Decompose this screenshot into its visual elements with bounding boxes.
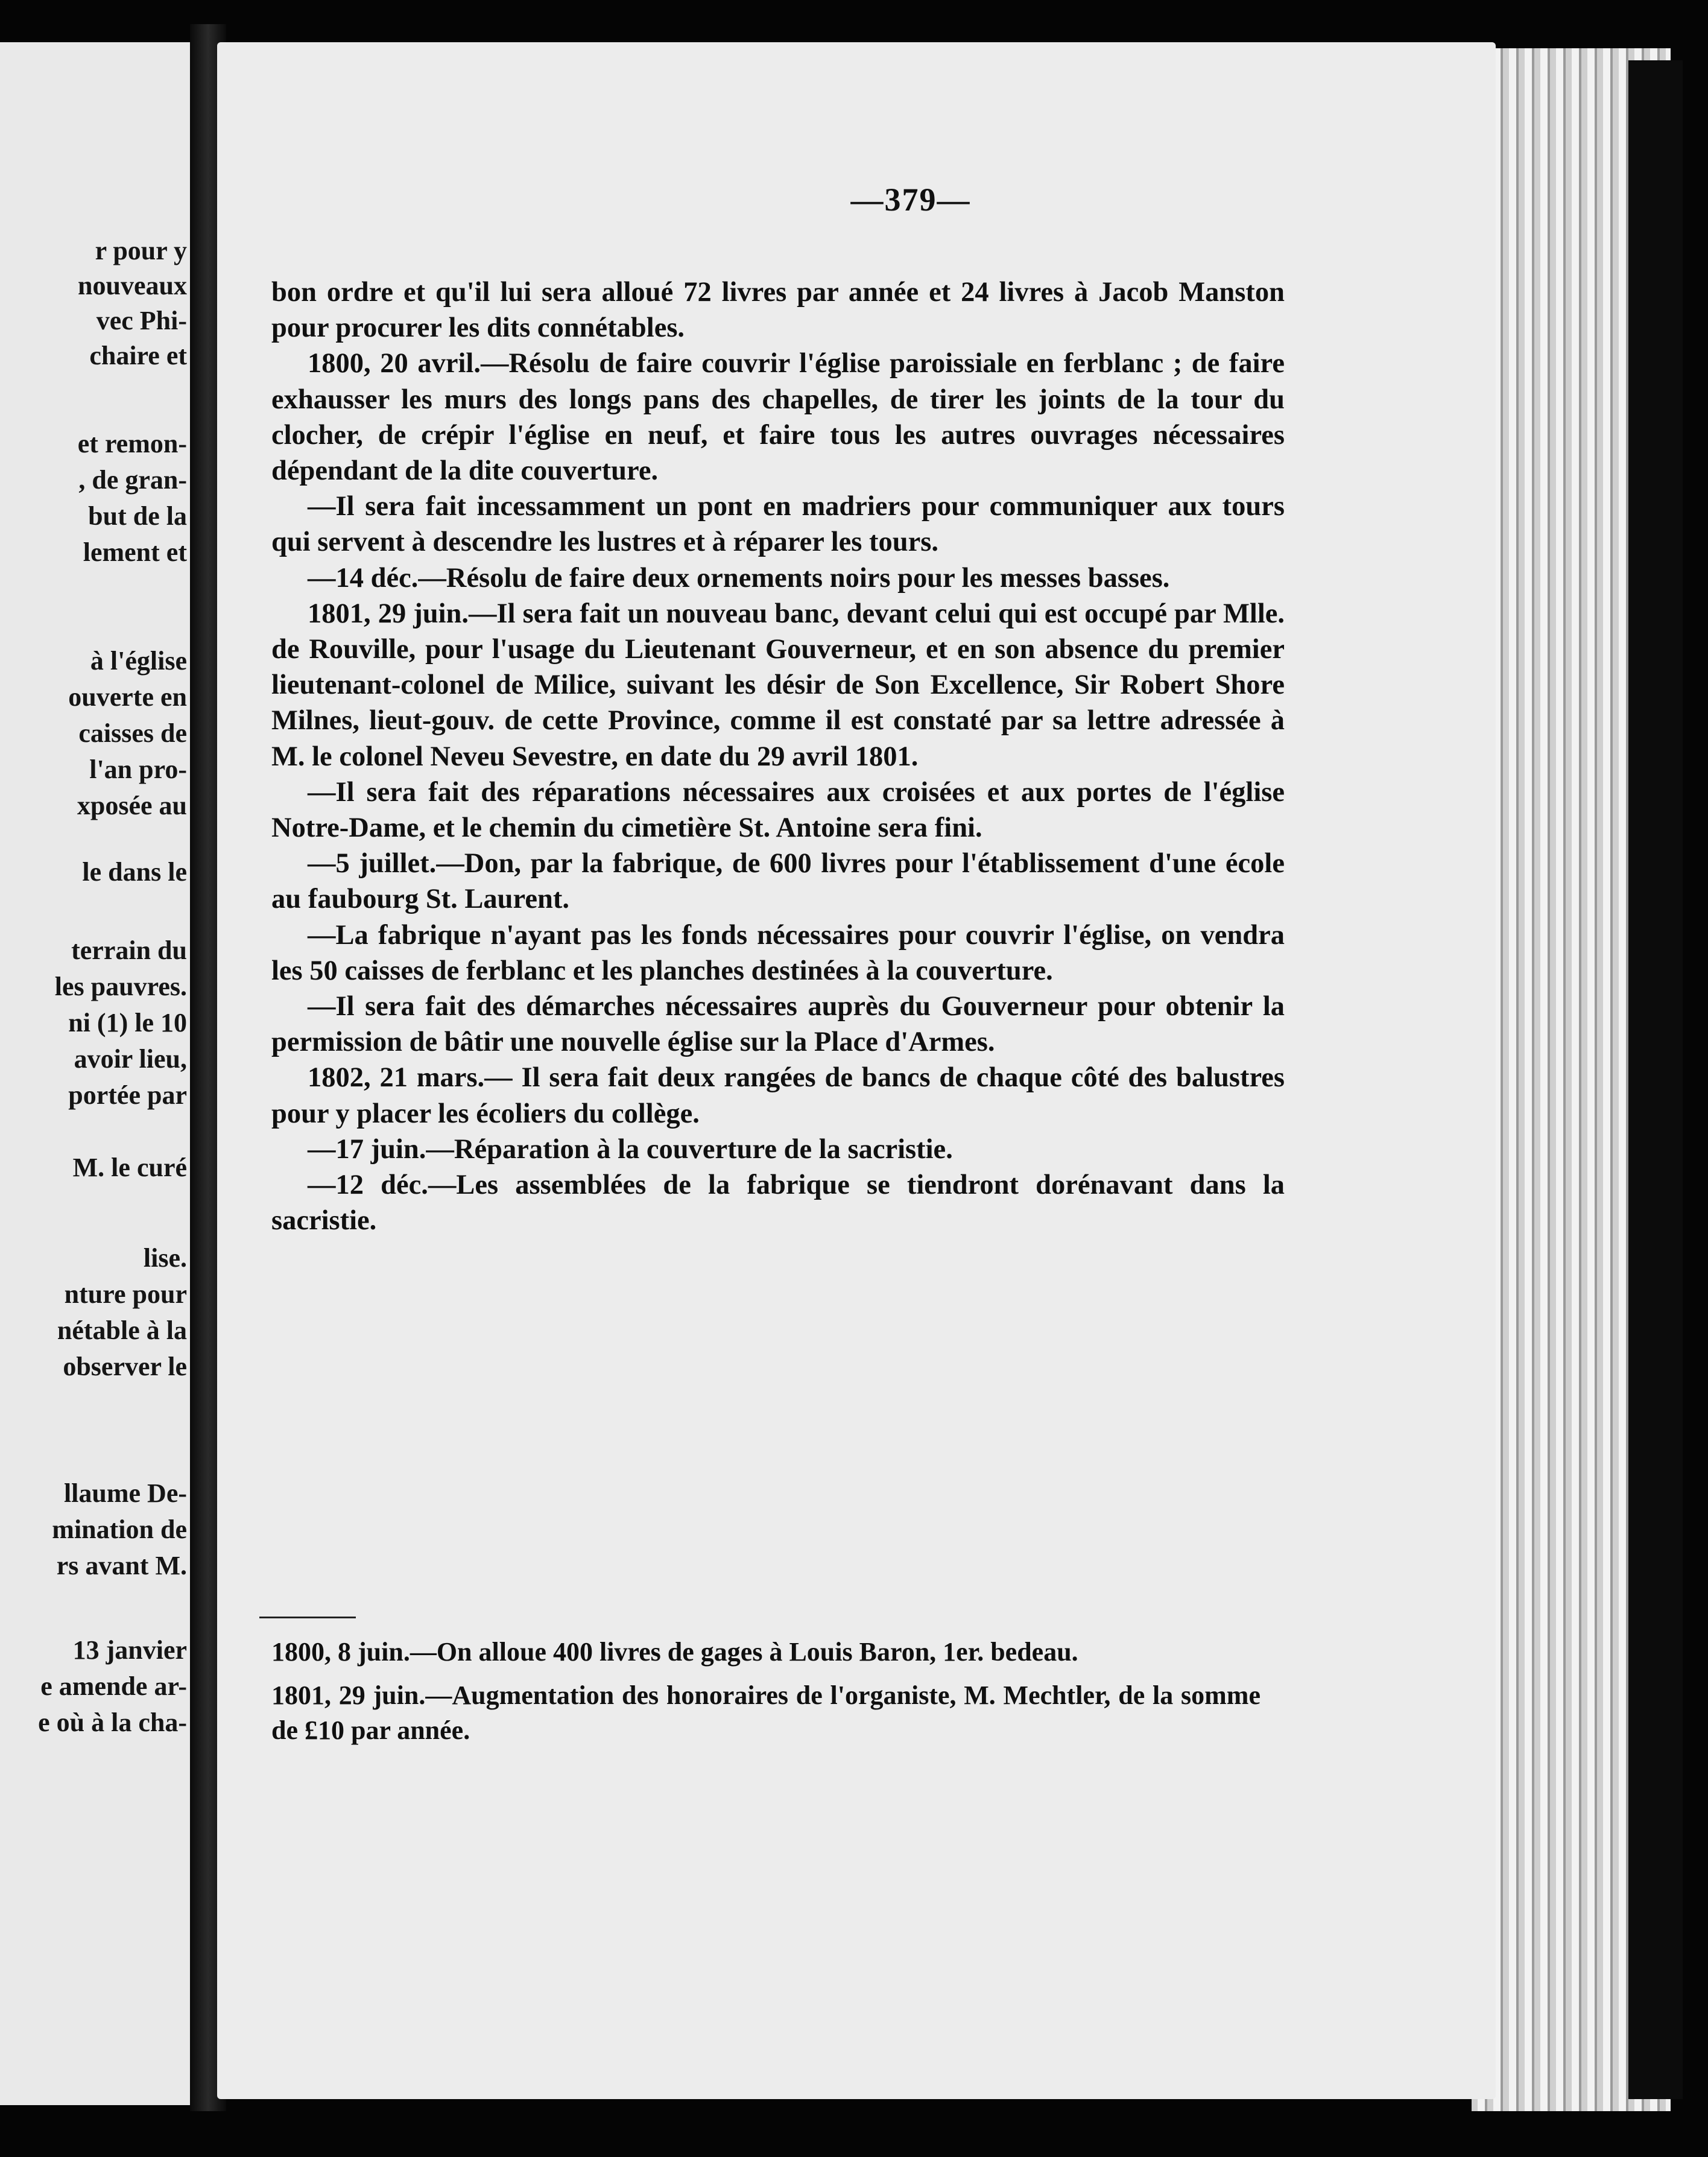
- paragraph: 1800, 20 avril.—Résolu de faire couvrir l'église paroissiale en ferblanc ; de faire exhausser les murs des longs pans des chapelles, de tirer les joints de la tour du clocher, de crépir l'église en neuf, et faire tous les autres ouvrages nécessaires dépendant de la dite couverture.: [271, 348, 1285, 487]
- paragraph: —14 déc.—Résolu de faire deux ornements noirs pour les messes basses.: [308, 562, 1170, 594]
- left-page-line: lise.: [143, 1243, 187, 1273]
- left-page-line: observer le: [63, 1352, 187, 1381]
- body-text: [271, 274, 1285, 1238]
- paragraph: 1802, 21 mars.— Il sera fait deux rangées de bancs de chaque côté des balustres pour y placer les écoliers du collège.: [271, 1062, 1285, 1129]
- page-number: —379—: [850, 182, 971, 218]
- paragraph: —17 juin.—Réparation à la couverture de la sacristie.: [308, 1133, 953, 1165]
- left-page-line: caisses de: [78, 718, 187, 748]
- paragraph: —La fabrique n'ayant pas les fonds nécessaires pour couvrir l'église, on vendra les 50 caisses de ferblanc et les planches destinées à la couverture.: [271, 919, 1285, 986]
- footnote: 1800, 8 juin.—On alloue 400 livres de gages à Louis Baron, 1er. bedeau.: [271, 1637, 1078, 1667]
- left-page-line: e où à la cha-: [38, 1708, 187, 1737]
- left-page-line: r pour y: [95, 236, 187, 265]
- left-page-line: 13 janvier: [72, 1635, 187, 1665]
- paragraph: —Il sera fait incessamment un pont en madriers pour communiquer aux tours qui servent à descendre les lustres et à réparer les tours.: [271, 491, 1285, 558]
- left-page-line: chaire et: [89, 341, 187, 370]
- left-page-line: ouverte en: [68, 682, 187, 712]
- left-page-line: vec Phi-: [96, 306, 187, 335]
- paragraph: —12 déc.—Les assemblées de la fabrique se tiendront dorénavant dans la sacristie.: [271, 1170, 1285, 1237]
- left-page-line: le dans le: [82, 857, 187, 887]
- left-page-line: e amende ar-: [40, 1671, 187, 1701]
- paragraph: —Il sera fait des réparations nécessaires aux croisées et aux portes de l'église Notre-Dame, et le chemin du cimetière St. Antoine sera fini.: [271, 776, 1285, 844]
- left-page-line: llaume De-: [63, 1478, 187, 1508]
- left-page-line: nétable à la: [57, 1316, 187, 1345]
- left-page-line: l'an pro-: [89, 755, 187, 784]
- left-page-line: à l'église: [90, 646, 187, 676]
- left-page-line: nture pour: [64, 1279, 187, 1309]
- left-facing-page: [0, 42, 199, 2105]
- footnote-rule: [259, 1617, 356, 1618]
- left-page-line: lement et: [83, 537, 187, 567]
- left-page-line: , de gran-: [78, 465, 187, 495]
- left-page-line: portée par: [68, 1080, 187, 1110]
- book-cover-edge: [1628, 60, 1683, 2099]
- left-page-line: nouveaux: [78, 271, 187, 300]
- left-page-line: ni (1) le 10: [68, 1008, 187, 1037]
- left-page-line: xposée au: [77, 791, 187, 820]
- footnote: 1801, 29 juin.—Augmentation des honoraires de l'organiste, M. Mechtler, de la somme de £10 par année.: [271, 1680, 1260, 1745]
- left-page-line: terrain du: [71, 936, 187, 965]
- paragraph: bon ordre et qu'il lui sera alloué 72 livres par année et 24 livres à Jacob Manston pour procurer les dits connétables.: [271, 277, 1285, 344]
- paragraph: —Il sera fait des démarches nécessaires auprès du Gouverneur pour obtenir la permission de bâtir une nouvelle église sur la Place d'Armes.: [271, 991, 1285, 1058]
- left-page-line: but de la: [88, 501, 187, 531]
- paragraph: 1801, 29 juin.—Il sera fait un nouveau banc, devant celui qui est occupé par Mlle. de Rouville, pour l'usage du Lieutenant Gouverneur, et en son absence du premier lieutenant-colonel de Milice, suivant les désir de Son Excellence, Sir Robert Shore Milnes, lieut-gouv. de cette Province, comme il est constaté par sa lettre adressée à M. le colonel Neveu Sevestre, en date du 29 avril 1801.: [271, 598, 1285, 772]
- paragraph: —5 juillet.—Don, par la fabrique, de 600 livres pour l'établissement d'une école au faubourg St. Laurent.: [271, 848, 1285, 915]
- main-page: [217, 42, 1496, 2099]
- left-page-line: rs avant M.: [56, 1551, 187, 1580]
- left-page-line: et remon-: [77, 429, 187, 458]
- left-page-line: mination de: [52, 1515, 187, 1544]
- footnotes: [271, 1635, 1260, 1756]
- left-page-line: M. le curé: [72, 1153, 187, 1182]
- left-page-line: avoir lieu,: [74, 1044, 187, 1074]
- left-page-line: les pauvres.: [54, 972, 187, 1001]
